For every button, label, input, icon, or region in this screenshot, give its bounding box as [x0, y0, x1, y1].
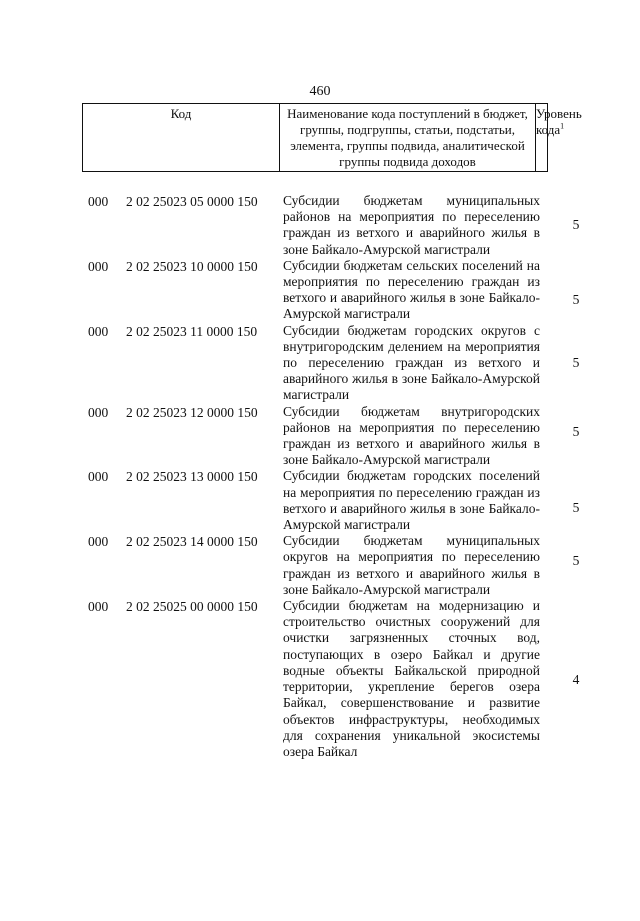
code-description: Субсидии бюджетам внутригородских районов на мероприятия по переселению граждан из ветхого и аварийного жилья в зоне Байкало-Амурской магистрали: [283, 403, 540, 468]
budget-code: 2 02 25025 00 0000 150: [126, 599, 258, 615]
header-code-column: Код: [83, 104, 280, 172]
code-level: 5: [572, 500, 580, 516]
budget-code: 2 02 25023 11 0000 150: [126, 323, 258, 339]
code-description: Субсидии бюджетам городских поселений на мероприятия по переселению граждан из ветхого и аварийного жилья в зоне Байкало-Амурской магистрали: [283, 468, 540, 533]
header-level-label: Уровень кода: [536, 106, 582, 137]
budget-code: 2 02 25023 14 0000 150: [126, 534, 258, 550]
code-level: 5: [572, 354, 580, 370]
code-level: 5: [572, 423, 580, 439]
admin-code: 000: [88, 194, 109, 209]
code-description: Субсидии бюджетам городских округов с внутригородским делением на мероприятия по переселению граждан из ветхого и аварийного жилья в зоне Байкало-Амурской магистрали: [283, 322, 540, 403]
header-level-column: [536, 104, 582, 172]
budget-code: 2 02 25023 13 0000 150: [126, 469, 258, 485]
table-row: [82, 468, 580, 533]
table-row: [82, 193, 580, 258]
code-level: 5: [572, 291, 580, 307]
admin-code: 000: [88, 599, 109, 615]
admin-code: 000: [88, 469, 109, 485]
code-level: 5: [572, 217, 580, 232]
budget-code: 2 02 25023 05 0000 150: [126, 194, 258, 209]
table-row: [82, 533, 580, 598]
code-level: 5: [572, 553, 580, 569]
admin-code: 000: [88, 258, 109, 274]
code-description: Субсидии бюджетам сельских поселений на мероприятия по переселению граждан из ветхого и аварийного жилья в зоне Байкало-Амурской магистрали: [283, 257, 540, 322]
table-header: [82, 103, 582, 172]
header-name-column: Наименование кода поступлений в бюджет, группы, подгруппы, статьи, подстатьи, элемента, группы подвида, аналитической группы подвида доходов: [280, 104, 536, 172]
budget-code: 2 02 25023 10 0000 150: [126, 258, 258, 274]
code-rows: [82, 193, 580, 760]
admin-code: 000: [88, 323, 109, 339]
code-description: Субсидии бюджетам муниципальных районов на мероприятия по переселению граждан из ветхого и аварийного жилья в зоне Байкало-Амурской магистрали: [283, 193, 540, 257]
table-row: [82, 598, 580, 760]
page-number: 460: [309, 84, 331, 99]
code-description: Субсидии бюджетам муниципальных округов на мероприятия по переселению граждан из ветхого и аварийного жилья в зоне Байкало-Амурской магистрали: [283, 533, 540, 597]
footnote-marker: 1: [560, 121, 565, 131]
table-row: [82, 257, 580, 323]
table-row: [82, 322, 580, 404]
admin-code: 000: [88, 534, 109, 550]
code-description: Субсидии бюджетам на модернизацию и строительство очистных сооружений для очистки загрязненных сточных вод, поступающих в озеро Байкал и другие водные объекты Байкальской природной территории, укрепление берегов озера Байкал, совершенствование и развитие объектов инфраструктуры, необходимых для сохранения уникальной экосистемы озера Байкал: [283, 598, 540, 759]
admin-code: 000: [88, 404, 109, 420]
budget-code: 2 02 25023 12 0000 150: [126, 404, 258, 420]
table-row: [82, 403, 580, 469]
code-level: 4: [572, 672, 580, 688]
